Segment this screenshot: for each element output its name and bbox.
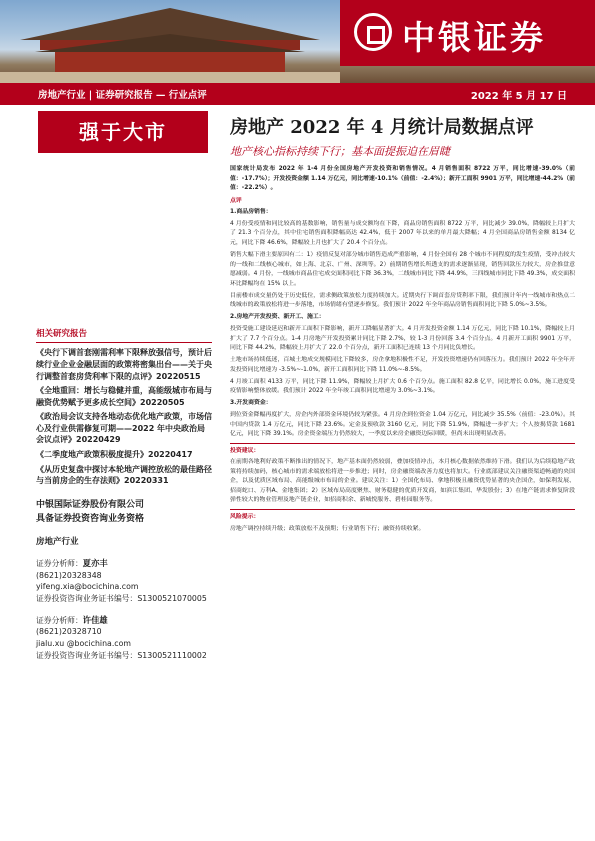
subsection-heading: 1.商品房销售：: [230, 209, 272, 216]
subsection-heading: 2.房地产开发投资、新开工、施工：: [230, 314, 325, 321]
report-subtitle: 地产核心指标持续下行；基本面提振迫在眉睫: [230, 145, 450, 158]
section-heading: 投资建议：: [230, 447, 260, 454]
summary-paragraph: 国家统计局发布 2022 年 1-4 月份全国房地产开发投资和销售情况。4 月销售面积 8722 万平，同比增速-39.0%（前值：-17.7%）；开发投资金额 1.14 万亿元，同比增速-10.1%（前值：-2.4%）；新开工面积 9901 万平，同比增速-44.2%（前值：-22.2%）。: [230, 166, 575, 192]
subsection-heading: 3.开发商资金：: [230, 400, 272, 407]
body-paragraph: 到位资金降幅再度扩大，房企内外部资金环境仍较为紧张。4 月房企到位资金 1.04 万亿元，同比减少 35.5%（前值：-23.0%）。其中国内贷款 1.4 万亿元，同比下降 23.6%。定金及预收款 3160 亿元，同比下降 51.9%，降幅进一步扩大；个人按揭贷款 1681 亿元，同比下降 39.1%。房企资金端压力仍然较大，一季度以来房企融资边际回暖，但尚未出现明显改善。: [230, 411, 575, 438]
related-item[interactable]: 《二季度地产政策积极度提升》20220417: [36, 450, 193, 460]
analyst-name: 夏亦丰: [82, 558, 108, 569]
analyst-phone: (8621)20328710: [36, 627, 102, 637]
section-heading: 点评: [230, 197, 242, 204]
body-paragraph: 销售大幅下滑主要原因有二：1）疫情反复对部分城市销售造成严重影响，4 月份全国有 28 个城市不同程度的发生疫情，受冲击较大的一线和二线核心城市，如上海、北京、广州、深圳等。2）前期销售增长所透支的需求逐渐显现，销售回款压力较大，房企推盘意愿减弱。4 月份，一线城市商品住宅成交面积同比下降 36.3%，二线城市同比下降 44.9%，三四线城市同比下降 49.3%，成交面积环比降幅均在 15% 以上。: [230, 252, 575, 287]
brand-name: 中银证券: [402, 18, 546, 57]
divider: [230, 443, 575, 444]
analyst-card: 证券分析师：许佳雄 (8621)20328710 jialu.xu @bocichina.com 证券投资咨询业务证书编号：S1300521110002: [36, 614, 212, 662]
analyst-phone: (8621)20328348: [36, 570, 102, 580]
report-category: 房地产行业 | 证券研究报告 — 行业点评: [38, 90, 207, 101]
body-paragraph: 目前楼市成交量仍处于历史低位，需求侧政策放松力度持续加大。近期央行下调首套房贷利率下限，我们预计年内一线城市和热点二线城市的政策放松将进一步落地，市场情绪有望逐步修复。我们预计 2022 年全年商品房销售面积同比下降 5.0%~3.5%。: [230, 292, 575, 309]
analyst-card: 证券分析师：夏亦丰 (8621)20328348 yifeng.xia@bocichina.com 证券投资咨询业务证书编号：S1300521070005: [36, 557, 212, 605]
report-date: 2022 年 5 月 17 日: [470, 91, 567, 102]
related-item[interactable]: 《从历史复盘中探讨本轮地产调控放松的最佳路径与当前房企的生存法则》20220331: [36, 464, 212, 486]
analyst-email[interactable]: jialu.xu @bocichina.com: [36, 639, 131, 649]
body-paragraph: 土地市场持续低迷，百城土地成交规模同比下降较多，房企拿地积极性不足，开发投资增速仍有回落压力。我们预计 2022 年全年开发投资同比增速为 -3.5%~-1.0%，新开工面积同比下降 11.0%~-8.5%。: [230, 357, 575, 373]
body-paragraph: 在前期各地利好政策不断推出的情况下，地产基本面仍然较弱，叠加疫情冲击，本月核心数据依然维持下滑。我们认为后续稳地产政策将持续加码，核心城市的需求端放松将进一步推进；同时，房企融资端改善力度也将加大。行业底部建议关注融资渠道畅通的央国企，以及优质区域布局、高能级城市布局的企业。建议关注：1）全国化布局、拿地积极且融资优势显著的央企国企，如保利发展、招商蛇口、万科A、金地集团；2）区域布局高度聚焦、财务稳健的优质开发商，如滨江集团、华发股份；3）在地产链需求修复阶段弹性较大的物业管理及地产链企业，如招商积余、新城悦服务、碧桂园服务等。: [230, 459, 575, 504]
rating-badge: 强于大市: [38, 111, 208, 153]
company-info: 中银国际证券股份有限公司 具备证券投资咨询业务资格: [36, 499, 145, 524]
report-meta-bar: [0, 83, 595, 105]
body-paragraph: 投资受施工建设延迟和新开工面积下降影响，新开工降幅显著扩大。4 月开发投资金额 1.14 万亿元，同比下降 10.1%，降幅较上月扩大了 7.7 个百分点。1-4 月房地产开发投资累计同比下降 2.7%，较 1-3 月份回落 3.4 个百分点。4 月新开工面积 9901 万平，同比下降 44.2%，降幅较上月扩大了 22.0 个百分点，新开工面积已连续 13 个月同比负增长。: [230, 325, 575, 352]
brand-logo: [340, 0, 595, 66]
sidebar: [36, 328, 212, 662]
divider: [230, 509, 575, 510]
related-heading: 相关研究报告: [36, 328, 212, 343]
analyst-name: 许佳雄: [82, 614, 108, 625]
section-heading: 风险提示：: [230, 514, 260, 520]
body-paragraph: 4 月份受疫情和同比较高的基数影响，销售量与成交额均在下降，商品房销售面积 8722 万平，同比减少 39.0%，降幅较上月扩大了 21.3 个百分点，其中住宅销售面积降幅高达 42.4%，低于 2007 年以来的单月最大降幅；4 月全国商品房销售金额 8134 亿元，同比下降 46.6%，降幅较上月也扩大了 20.4 个百分点。: [230, 220, 575, 246]
palace-illustration: [0, 0, 340, 83]
related-item[interactable]: 《央行下调首套刚需利率下限释放强信号，预计后续行业企业金融层面的政策将密集出台——关于央行调整首套房贷利率下限的点评》20220515: [36, 348, 212, 381]
report-title: 房地产 2022 年 4 月统计局数据点评: [230, 117, 534, 138]
analyst-cert: 证券投资咨询业务证书编号：S1300521070005: [36, 594, 207, 604]
report-body: [230, 165, 575, 537]
related-item[interactable]: 《政治局会议支持各地动态优化地产政策，市场信心及行业供需修复可期——2022 年中央政治局会议点评》20220429: [36, 412, 212, 445]
analyst-cert: 证券投资咨询业务证书编号：S1300521110002: [36, 650, 207, 660]
header-banner: [0, 0, 595, 83]
analyst-email[interactable]: yifeng.xia@bocichina.com: [36, 582, 139, 592]
bank-emblem-icon: [354, 13, 392, 51]
risk-paragraph: 房地产调控持续升级；政策放松不及预期；行业销售下行；融资持续收紧。: [230, 525, 425, 532]
body-paragraph: 4 月竣工面积 4133 万平，同比下降 11.9%，降幅较上月扩大 0.6 个百分点。施工面积 82.8 亿平，同比增长 0.0%，施工进度受疫情影响整体放缓。我们预计 2022 年全年竣工面积同比增速为 3.0%~3.1%。: [230, 378, 575, 395]
related-item[interactable]: 《全地重回：增长与稳健并重，高能级城市布局与融资优势赋予更多成长空间》20220505: [36, 386, 212, 407]
sector-label: 房地产行业: [36, 536, 79, 547]
